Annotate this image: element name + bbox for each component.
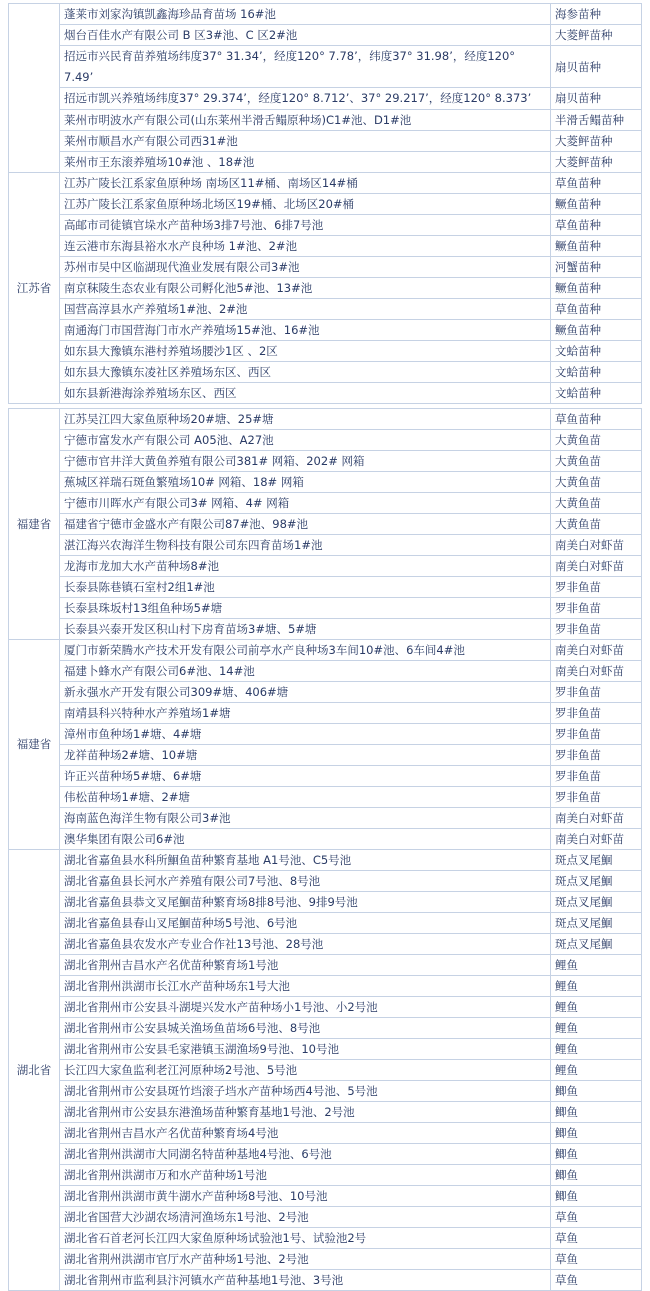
- species-cell: 南美白对虾苗: [551, 660, 642, 681]
- species-cell: 南美白对虾苗: [551, 555, 642, 576]
- species-cell: 鳜鱼苗种: [551, 193, 642, 214]
- species-cell: 河蟹苗种: [551, 256, 642, 277]
- table-row: [9, 319, 642, 340]
- farm-cell: 江苏广陵长江系家鱼原种场北场区19#桶、北场区20#桶: [60, 193, 551, 214]
- farm-cell: 南京秣陵生态农业有限公司孵化池5#池、13#池: [60, 277, 551, 298]
- farm-cell: 湛江海兴农海洋生物科技有限公司东四育苗场1#池: [60, 534, 551, 555]
- species-cell: 草鱼: [551, 1206, 642, 1227]
- table-row: [9, 1059, 642, 1080]
- species-cell: 海参苗种: [551, 4, 642, 25]
- table-row: [9, 807, 642, 828]
- table-row: [9, 340, 642, 361]
- table-row: [9, 849, 642, 870]
- table-row: [9, 1101, 642, 1122]
- farm-cell: 厦门市新荣腾水产技术开发有限公司前亭水产良种场3车间10#池、6车间4#池: [60, 639, 551, 660]
- farm-cell: 湖北省荆州吉昌水产名优苗种繁育场1号池: [60, 954, 551, 975]
- farm-cell: 长泰县珠坂村13组鱼种场5#塘: [60, 597, 551, 618]
- species-cell: 大黄鱼苗: [551, 471, 642, 492]
- farm-cell: 湖北省荆州市公安县城关渔场鱼苗场6号池、8号池: [60, 1017, 551, 1038]
- table-row: [9, 702, 642, 723]
- farm-cell: 许正兴苗种场5#塘、6#塘: [60, 765, 551, 786]
- farm-cell: 长泰县兴泰开发区积山村下房育苗场3#塘、5#塘: [60, 618, 551, 639]
- farm-cell: 宁德市富发水产有限公司 A05池、A27池: [60, 429, 551, 450]
- species-cell: 罗非鱼苗: [551, 786, 642, 807]
- table-row: [9, 235, 642, 256]
- farm-cell: 长江四大家鱼监利老江河原种场2号池、5号池: [60, 1059, 551, 1080]
- table-row: [9, 1185, 642, 1206]
- farm-cell: 湖北省嘉鱼县农发水产专业合作社13号池、28号池: [60, 933, 551, 954]
- species-cell: 草鱼苗种: [551, 214, 642, 235]
- species-cell: 南美白对虾苗: [551, 534, 642, 555]
- farm-cell: 宁德市川晖水产有限公司3# 网箱、4# 网箱: [60, 492, 551, 513]
- farm-cell: 湖北省石首老河长江四大家鱼原种场试验池1号、试验池2号: [60, 1227, 551, 1248]
- species-cell: 扇贝苗种: [551, 46, 642, 88]
- species-cell: 草鱼: [551, 1227, 642, 1248]
- species-cell: 南美白对虾苗: [551, 807, 642, 828]
- province-cell: 湖北省: [9, 849, 60, 1290]
- table-row: [9, 88, 642, 110]
- farm-cell: 连云港市东海县裕水水产良种场 1#池、2#池: [60, 235, 551, 256]
- farm-cell: 蕉城区祥瑞石斑鱼繁殖场10# 网箱、18# 网箱: [60, 471, 551, 492]
- species-cell: 罗非鱼苗: [551, 618, 642, 639]
- farm-cell: 福建省宁德市金盛水产有限公司87#池、98#池: [60, 513, 551, 534]
- species-cell: 大菱鲆苗种: [551, 25, 642, 46]
- farm-cell: 蓬莱市刘家沟镇凯鑫海珍品育苗场 16#池: [60, 4, 551, 25]
- species-cell: 罗非鱼苗: [551, 681, 642, 702]
- table-row: [9, 765, 642, 786]
- province-cell: 福建省: [9, 408, 60, 639]
- farm-cell: 湖北省嘉鱼县水科所鮰鱼苗种繁育基地 A1号池、C5号池: [60, 849, 551, 870]
- species-cell: 罗非鱼苗: [551, 744, 642, 765]
- table-row: [9, 429, 642, 450]
- species-cell: 草鱼苗种: [551, 298, 642, 319]
- farm-cell: 莱州市王东滚养殖场10#池 、18#池: [60, 151, 551, 172]
- table-row: [9, 408, 642, 429]
- species-cell: 鲫鱼: [551, 1101, 642, 1122]
- table-row: [9, 1143, 642, 1164]
- table-row: [9, 576, 642, 597]
- species-cell: 文蛤苗种: [551, 340, 642, 361]
- species-cell: 文蛤苗种: [551, 382, 642, 403]
- species-cell: 罗非鱼苗: [551, 597, 642, 618]
- farm-cell: 湖北省荆州市公安县东港渔场苗种繁育基地1号池、2号池: [60, 1101, 551, 1122]
- table-row: [9, 172, 642, 193]
- species-cell: 大菱鲆苗种: [551, 151, 642, 172]
- table-row: [9, 681, 642, 702]
- table-row: [9, 1227, 642, 1248]
- table-row: [9, 639, 642, 660]
- farm-cell: 湖北省荆州洪湖市长江水产苗种场东1号大池: [60, 975, 551, 996]
- table-row: [9, 996, 642, 1017]
- species-cell: 草鱼: [551, 1269, 642, 1290]
- table-row: [9, 891, 642, 912]
- table-row: [9, 555, 642, 576]
- species-cell: 鲫鱼: [551, 1122, 642, 1143]
- table-row: [9, 618, 642, 639]
- species-cell: 罗非鱼苗: [551, 576, 642, 597]
- species-cell: 大黄鱼苗: [551, 513, 642, 534]
- seed-farm-table: [8, 3, 642, 1291]
- table-row: [9, 723, 642, 744]
- species-cell: 文蛤苗种: [551, 361, 642, 382]
- farm-cell: 湖北省嘉鱼县春山叉尾鮰苗种场5号池、6号池: [60, 912, 551, 933]
- farm-cell: 湖北省荆州洪湖市大同湖名特苗种基地4号池、6号池: [60, 1143, 551, 1164]
- table-row: [9, 109, 642, 130]
- species-cell: 鲤鱼: [551, 1017, 642, 1038]
- species-cell: 鲤鱼: [551, 975, 642, 996]
- table-row: [9, 492, 642, 513]
- species-cell: 鲤鱼: [551, 1059, 642, 1080]
- province-cell: 福建省: [9, 639, 60, 849]
- farm-cell: 莱州市顺昌水产有限公司西31#池: [60, 130, 551, 151]
- table-row: [9, 1206, 642, 1227]
- farm-cell: 江苏广陵长江系家鱼原种场 南场区11#桶、南场区14#桶: [60, 172, 551, 193]
- species-cell: 罗非鱼苗: [551, 765, 642, 786]
- table-row: [9, 151, 642, 172]
- species-cell: 斑点叉尾鮰: [551, 912, 642, 933]
- farm-cell: 南靖县科兴特种水产养殖场1#塘: [60, 702, 551, 723]
- table-row: [9, 298, 642, 319]
- species-cell: 草鱼苗种: [551, 172, 642, 193]
- table-row: [9, 828, 642, 849]
- farm-cell: 龙海市龙加大水产苗种场8#池: [60, 555, 551, 576]
- table-row: [9, 382, 642, 403]
- table-row: [9, 660, 642, 681]
- table-row: [9, 1080, 642, 1101]
- table-row: [9, 277, 642, 298]
- species-cell: 鲤鱼: [551, 996, 642, 1017]
- farm-cell: 伟松苗种场1#塘、2#塘: [60, 786, 551, 807]
- table-row: [9, 25, 642, 46]
- table-row: [9, 975, 642, 996]
- farm-cell: 烟台百佳水产有限公司 B 区3#池、C 区2#池: [60, 25, 551, 46]
- province-cell: 江苏省: [9, 172, 60, 403]
- farm-cell: 新永强水产开发有限公司309#塘、406#塘: [60, 681, 551, 702]
- species-cell: 罗非鱼苗: [551, 723, 642, 744]
- farm-cell: 湖北省荆州洪湖市官厅水产苗种场1号池、2号池: [60, 1248, 551, 1269]
- species-cell: 斑点叉尾鮰: [551, 870, 642, 891]
- province-cell: [9, 4, 60, 173]
- farm-cell: 湖北省荆州市监利县汴河镇水产苗种基地1号池、3号池: [60, 1269, 551, 1290]
- species-cell: 鳜鱼苗种: [551, 319, 642, 340]
- farm-cell: 福建卜蜂水产有限公司6#池、14#池: [60, 660, 551, 681]
- farm-cell: 莱州市明波水产有限公司(山东莱州半滑舌鳎原种场)C1#池、D1#池: [60, 109, 551, 130]
- table-row: [9, 1038, 642, 1059]
- table-row: [9, 450, 642, 471]
- farm-cell: 湖北省荆州市公安县斗湖堤兴发水产苗种场小1号池、小2号池: [60, 996, 551, 1017]
- farm-cell: 如东县大豫镇东凌社区养殖场东区、西区: [60, 361, 551, 382]
- farm-cell: 江苏吴江四大家鱼原种场20#塘、25#塘: [60, 408, 551, 429]
- farm-cell: 漳州市鱼种场1#塘、4#塘: [60, 723, 551, 744]
- farm-cell: 湖北省荆州吉昌水产名优苗种繁育场4号池: [60, 1122, 551, 1143]
- table-row: [9, 597, 642, 618]
- farm-cell: 湖北省嘉鱼县长河水产养殖有限公司7号池、8号池: [60, 870, 551, 891]
- species-cell: 鲤鱼: [551, 954, 642, 975]
- species-cell: 大菱鲆苗种: [551, 130, 642, 151]
- table-row: [9, 1248, 642, 1269]
- species-cell: 斑点叉尾鮰: [551, 933, 642, 954]
- species-cell: 鲫鱼: [551, 1143, 642, 1164]
- table-row: [9, 361, 642, 382]
- table-row: [9, 471, 642, 492]
- species-cell: 鳜鱼苗种: [551, 277, 642, 298]
- table-row: [9, 4, 642, 25]
- farm-cell: 国营高淳县水产养殖场1#池、2#池: [60, 298, 551, 319]
- seed-farm-table-body: [9, 4, 642, 1291]
- table-row: [9, 786, 642, 807]
- farm-cell: 宁德市官井洋大黄鱼养殖有限公司381# 网箱、202# 网箱: [60, 450, 551, 471]
- farm-cell: 如东县新港海涂养殖场东区、西区: [60, 382, 551, 403]
- table-row: [9, 46, 642, 88]
- farm-cell: 湖北省荆州市公安县斑竹垱滚子垱水产苗种场西4号池、5号池: [60, 1080, 551, 1101]
- farm-cell: 澳华集团有限公司6#池: [60, 828, 551, 849]
- species-cell: 鳜鱼苗种: [551, 235, 642, 256]
- species-cell: 南美白对虾苗: [551, 639, 642, 660]
- table-row: [9, 933, 642, 954]
- farm-cell: 招远市兴民育苗养殖场纬度37° 31.34’，经度120° 7.78’，纬度37° 31.98’，经度120° 7.49’: [60, 46, 551, 88]
- farm-cell: 湖北省荆州洪湖市万和水产苗种场1号池: [60, 1164, 551, 1185]
- species-cell: 罗非鱼苗: [551, 702, 642, 723]
- farm-cell: 如东县大豫镇东港村养殖场腰沙1区 、2区: [60, 340, 551, 361]
- farm-cell: 龙祥苗种场2#塘、10#塘: [60, 744, 551, 765]
- species-cell: 扇贝苗种: [551, 88, 642, 110]
- species-cell: 半滑舌鳎苗种: [551, 109, 642, 130]
- species-cell: 草鱼苗种: [551, 408, 642, 429]
- farm-cell: 高邮市司徒镇官垛水产苗种场3排7号池、6排7号池: [60, 214, 551, 235]
- table-row: [9, 534, 642, 555]
- table-row: [9, 870, 642, 891]
- farm-cell: 湖北省荆州洪湖市黄牛湖水产苗种场8号池、10号池: [60, 1185, 551, 1206]
- farm-cell: 苏州市吴中区临湖现代渔业发展有限公司3#池: [60, 256, 551, 277]
- species-cell: 大黄鱼苗: [551, 429, 642, 450]
- table-row: [9, 214, 642, 235]
- species-cell: 斑点叉尾鮰: [551, 891, 642, 912]
- species-cell: 鲤鱼: [551, 1038, 642, 1059]
- table-row: [9, 1164, 642, 1185]
- farm-cell: 湖北省国营大沙湖农场清河渔场东1号池、2号池: [60, 1206, 551, 1227]
- species-cell: 斑点叉尾鮰: [551, 849, 642, 870]
- table-row: [9, 513, 642, 534]
- table-row: [9, 954, 642, 975]
- species-cell: 大黄鱼苗: [551, 450, 642, 471]
- table-row: [9, 1017, 642, 1038]
- species-cell: 南美白对虾苗: [551, 828, 642, 849]
- farm-cell: 海南蓝色海洋生物有限公司3#池: [60, 807, 551, 828]
- table-row: [9, 1269, 642, 1290]
- species-cell: 鲫鱼: [551, 1164, 642, 1185]
- table-row: [9, 912, 642, 933]
- table-row: [9, 256, 642, 277]
- farm-cell: 招远市凯兴养殖场纬度37° 29.374’，经度120° 8.712’、37° 29.217’，经度120° 8.373’: [60, 88, 551, 110]
- seed-farm-table-sheet: [8, 3, 642, 1291]
- table-row: [9, 193, 642, 214]
- farm-cell: 湖北省荆州市公安县毛家港镇玉湖渔场9号池、10号池: [60, 1038, 551, 1059]
- table-row: [9, 744, 642, 765]
- species-cell: 鲫鱼: [551, 1185, 642, 1206]
- species-cell: 鲫鱼: [551, 1080, 642, 1101]
- species-cell: 大黄鱼苗: [551, 492, 642, 513]
- farm-cell: 长泰县陈巷镇石室村2组1#池: [60, 576, 551, 597]
- farm-cell: 南通海门市国营海门市水产养殖场15#池、16#池: [60, 319, 551, 340]
- farm-cell: 湖北省嘉鱼县恭文叉尾鮰苗种繁育场8排8号池、9排9号池: [60, 891, 551, 912]
- species-cell: 草鱼: [551, 1248, 642, 1269]
- table-row: [9, 1122, 642, 1143]
- table-row: [9, 130, 642, 151]
